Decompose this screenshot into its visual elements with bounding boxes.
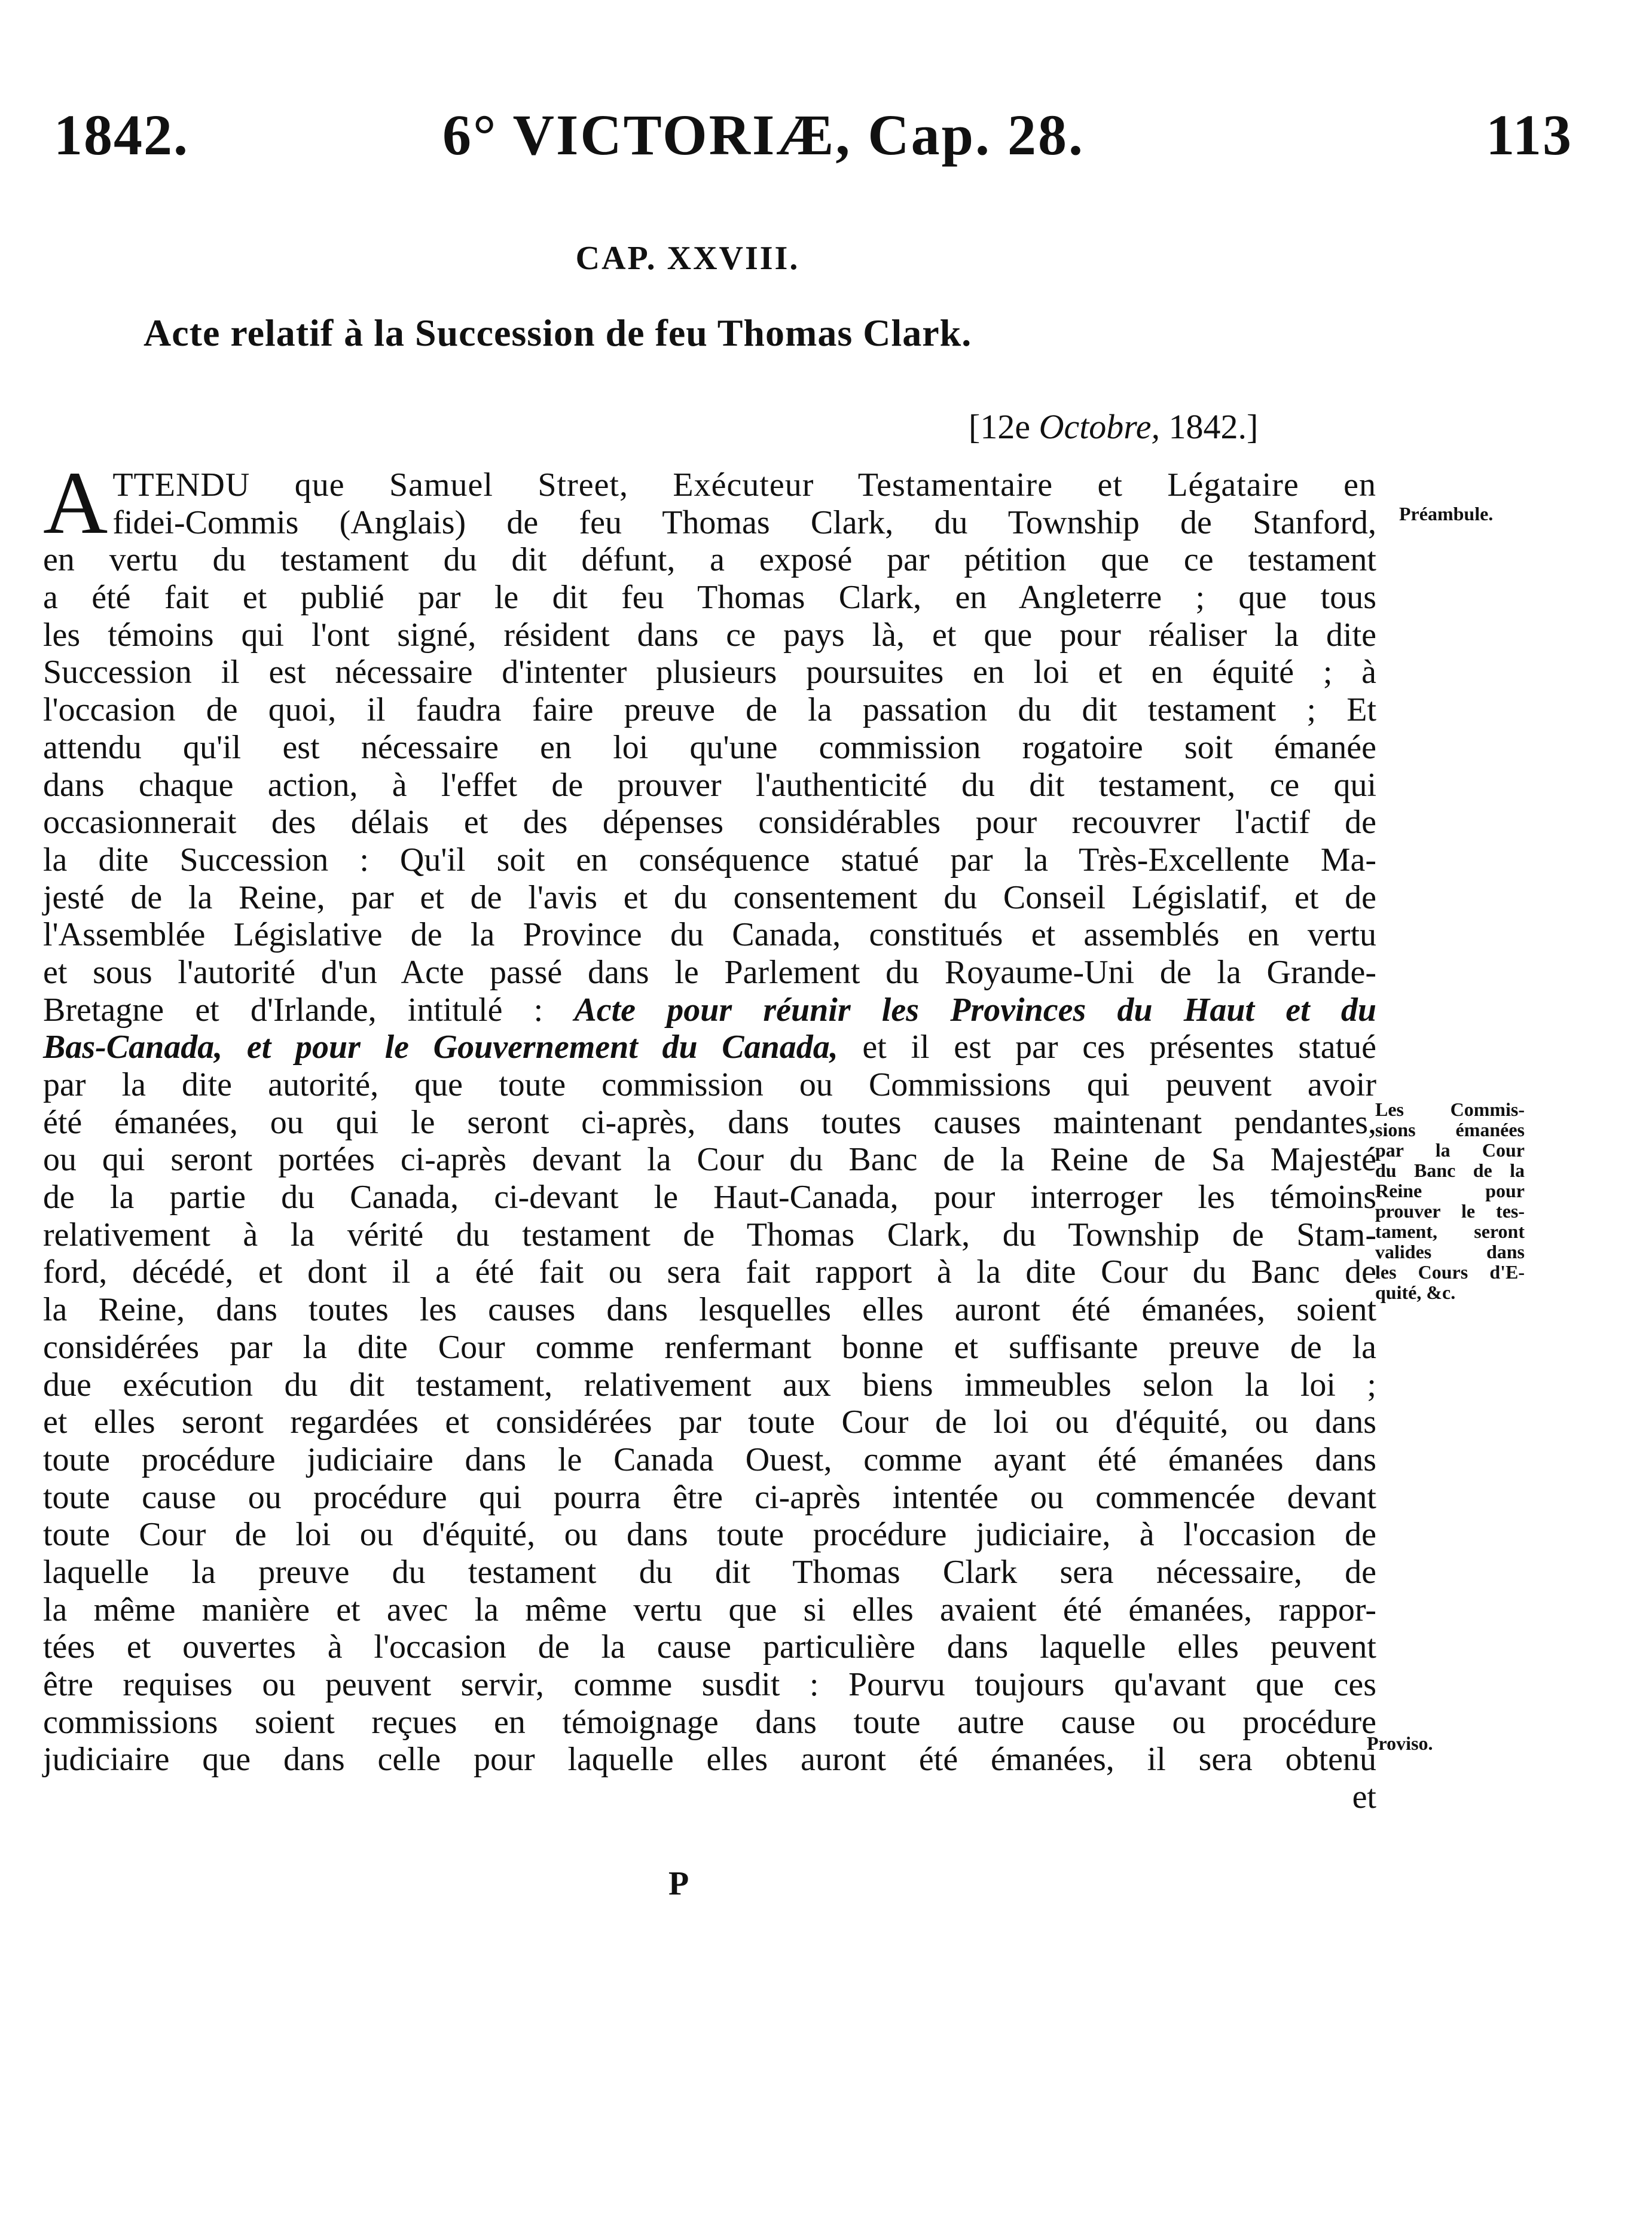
body-line: Succession il est nécessaire d'intenter plusieurs poursuites en loi et en équité ; à [43,654,1376,691]
assent-date-year: 1842.] [1168,407,1259,446]
margin-note-preamble: Préambule. [1399,503,1494,524]
body-line: a été fait et publié par le dit feu Thomas Clark, en Angleterre ; que tous [43,579,1376,617]
margin-note-commissions [1375,1099,1525,1302]
margin-note-line: Reine pour [1375,1180,1525,1201]
body-line: occasionnerait des délais et des dépenses considérables pour recouvrer l'actif de [43,804,1376,841]
assent-date [969,407,1258,447]
margin-note-line: quité, &c. [1375,1282,1456,1303]
chapter-number: CAP. XXVIII. [575,240,800,277]
body-line: toute Cour de loi ou d'équité, ou dans toute procédure judiciaire, à l'occasion de [43,1516,1376,1554]
running-header [54,102,1572,209]
body-line: l'occasion de quoi, il faudra faire preuve de la passation du dit testament ; Et [43,691,1376,729]
assent-date-day: [12e [969,407,1031,446]
margin-note-line: sions émanées [1375,1119,1525,1140]
body-line: en vertu du testament du dit défunt, a exposé par pétition que ce testament [43,541,1376,579]
body-line: due exécution du dit testament, relativement aux biens immeubles selon la loi ; [43,1366,1376,1404]
italic-act-title: Acte pour réunir les Provinces du Haut et du [574,991,1376,1029]
body-line: laquelle la preuve du testament du dit Thomas Clark sera nécessaire, de [43,1553,1376,1591]
body-line: la même manière et avec la même vertu que si elles avaient été émanées, rappor- [43,1591,1376,1628]
body-line: commissions soient reçues en témoignage dans toute autre cause ou procédure [43,1703,1376,1741]
margin-note-line: valides dans [1375,1241,1525,1262]
assent-date-month: Octobre, [1039,407,1160,446]
body-line: les témoins qui l'ont signé, résident dans ce pays là, et que pour réaliser la dite [43,616,1376,654]
body-line: dans chaque action, à l'effet de prouver l'authenticité du dit testament, ce qui [43,766,1376,804]
body-line: tées et ouvertes à l'occasion de la cause particulière dans laquelle elles peuvent [43,1628,1376,1666]
body-line: par la dite autorité, que toute commission ou Commissions qui peuvent avoir [43,1066,1376,1103]
drop-cap: A [43,453,108,553]
body-line: la dite Succession : Qu'il soit en conséquence statué par la Très-Excellente Ma- [43,841,1376,878]
margin-note-line: par la Cour [1375,1139,1525,1161]
margin-note-line: tament, seront [1375,1221,1525,1242]
margin-note-line: prouver le tes- [1375,1200,1525,1222]
body-line: relativement à la vérité du testament de Thomas Clark, du Township de Stam- [43,1216,1376,1253]
header-year: 1842. [54,103,189,167]
act-title: Acte relatif à la Succession de feu Thomas Clark. [143,312,972,354]
body-line: Bretagne et d'Irlande, intitulé : Acte pour réunir les Provinces du Haut et du [43,991,1376,1029]
body-line: et elles seront regardées et considérées par toute Cour de loi ou d'équité, ou dans [43,1404,1376,1441]
body-line: être requises ou peuvent servir, comme susdit : Pourvu toujours qu'avant que ces [43,1666,1376,1703]
margin-note-line: Les Commis- [1375,1099,1525,1120]
catchword: et [1352,1779,1376,1816]
body-line: ou qui seront portées ci-après devant la Cour du Banc de la Reine de Sa Majesté [43,1141,1376,1179]
page-number: 113 [1486,103,1572,167]
body-line: considérées par la dite Cour comme renfermant bonne et suffisante preuve de la [43,1328,1376,1366]
body-line: et sous l'autorité d'un Acte passé dans le Parlement du Royaume-Uni de la Grande- [43,953,1376,991]
body-line: attendu qu'il est nécessaire en loi qu'une commission rogatoire soit émanée [43,728,1376,766]
header-title: 6° VICTORIÆ, Cap. 28. [442,103,1085,167]
body-line: Bas-Canada, et pour le Gouvernement du Canada, et il est par ces présentes statué [43,1029,1377,1066]
act-body [43,453,1377,1816]
body-line: la Reine, dans toutes les causes dans lesquelles elles auront été émanées, soient [43,1291,1376,1329]
margin-note-line: les Cours d'E- [1375,1261,1525,1283]
body-line: fidei-Commis (Anglais) de feu Thomas Clark, du Township de Stanford, [112,504,1376,541]
margin-note-line: du Banc de la [1375,1160,1525,1181]
body-line: TTENDU que Samuel Street, Exécuteur Testamentaire et Légataire en [112,466,1376,504]
body-line: l'Assemblée Législative de la Province du Canada, constitués et assemblés en vertu [43,916,1376,954]
body-line: judiciaire que dans celle pour laquelle elles auront été émanées, il sera obtenu [43,1741,1376,1779]
body-line: jesté de la Reine, par et de l'avis et du consentement du Conseil Législatif, et de [43,878,1376,916]
body-line: été émanées, ou qui le seront ci-après, dans toutes causes maintenant pendantes, [43,1103,1376,1141]
body-line: toute cause ou procédure qui pourra être ci-après intentée ou commencée devant [43,1478,1376,1516]
margin-note-proviso: Proviso. [1367,1732,1433,1754]
body-line: de la partie du Canada, ci-devant le Haut-Canada, pour interroger les témoins [43,1179,1376,1216]
body-line: toute procédure judiciaire dans le Canada Ouest, comme ayant été émanées dans [43,1441,1376,1478]
italic-act-title: Bas-Canada, et pour le Gouvernement du Canada, [43,1029,838,1066]
body-line: ford, décédé, et dont il a été fait ou sera fait rapport à la dite Cour du Banc de [43,1253,1376,1291]
signature-mark: P [668,1865,689,1902]
